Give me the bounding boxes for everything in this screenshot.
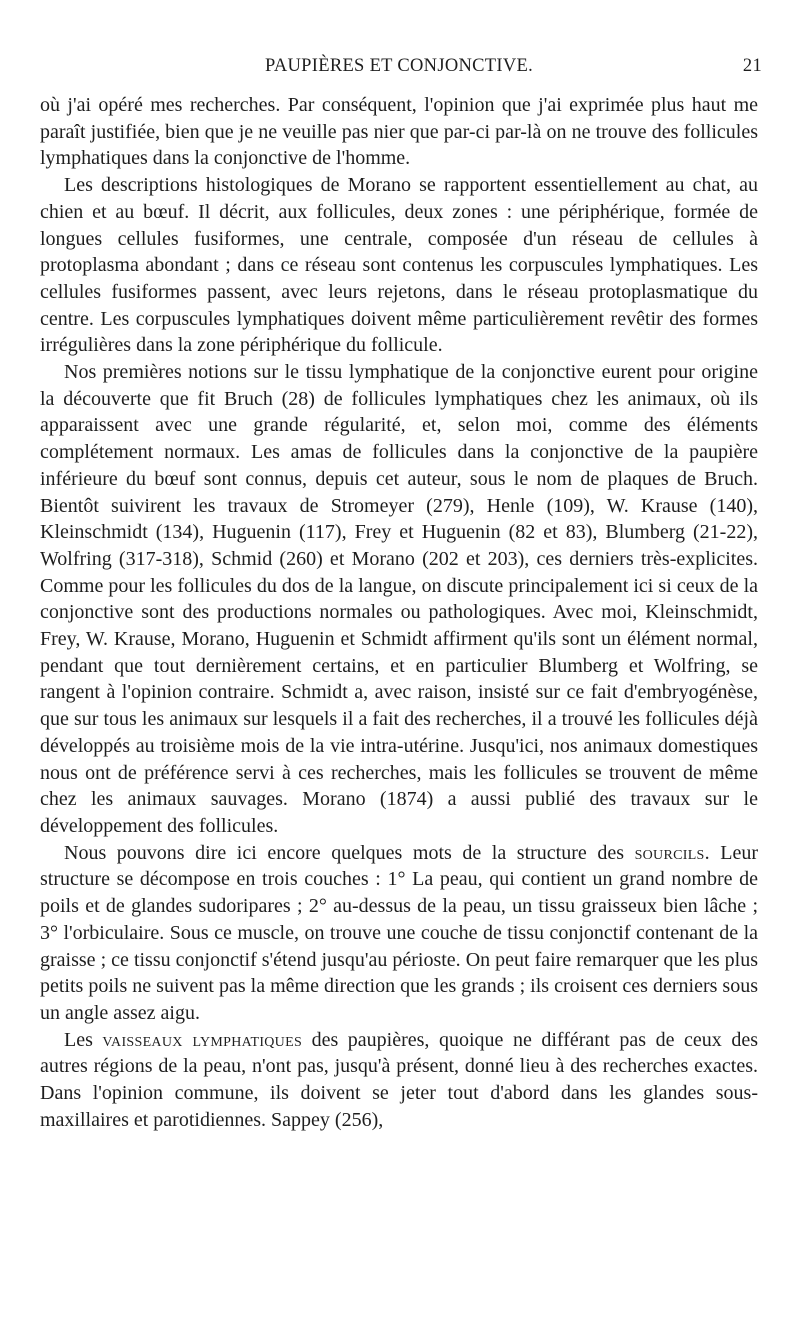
paragraph: [40, 359, 758, 840]
paragraph-text: des paupières, quoique ne différant pas de ceux des autres régions de la peau, n'ont pas, jusqu'à présent, donné lieu à des recherches exactes. Dans l'opinion commune, ils doivent se jeter tout d'abord dans les glandes sous-maxillaires et parotidiennes. Sappey (256),: [40, 1028, 758, 1131]
paragraph: [40, 1027, 758, 1134]
paragraph-text: Les descriptions histologiques de Morano se rapportent essentiellement au chat, au chien et au bœuf. Il décrit, aux follicules, deux zones : une périphérique, formée de longues cellules fusiformes, une centrale, composée d'un réseau de cellules à protoplasma abondant ; dans ce réseau sont contenus les corpuscules lymphatiques. Les cellules fusiformes passent, avec leurs rejetons, dans le réseau protoplasmatique du centre. Les corpuscules lymphatiques doivent même particulièrement revêtir des formes irrégulières dans la zone périphérique du follicule.: [40, 174, 758, 357]
paragraph-text: Nous pouvons dire ici encore quelques mots de la structure des: [64, 841, 635, 864]
small-caps-term: vaisseaux lymphatiques: [102, 1028, 303, 1051]
book-page: [40, 56, 762, 1133]
small-caps-term: sourcils: [634, 841, 705, 864]
paragraph: [40, 172, 758, 359]
paragraph-text: où j'ai opéré mes recherches. Par conséquent, l'opinion que j'ai exprimée plus haut me paraît justifiée, bien que je ne veuille pas nier que par-ci par-là on ne trouve des follicules lymphatiques dans la conjonctive de l'homme.: [40, 94, 758, 170]
paragraph-text: . Leur structure se décompose en trois couches : 1° La peau, qui contient un grand nombre de poils et de glandes sudoripares ; 2° au-dessus de la peau, un tissu graisseux bien lâche ; 3° l'orbiculaire. Sous ce muscle, on trouve une couche de tissu conjonctif contenant de la graisse ; ce tissu conjonctif s'étend jusqu'au périoste. On peut faire remarquer que les plus petits poils ne suivent pas la même direction que les grands ; ils croisent ces derniers sous un angle assez aigu.: [40, 841, 758, 1024]
body-text: [40, 92, 758, 1133]
paragraph-text: Nos premières notions sur le tissu lymphatique de la conjonctive eurent pour origine la découverte que fit Bruch (28) de follicules lymphatiques chez les animaux, où ils apparaissent avec une grande régularité, et, selon moi, comme des éléments complétement normaux. Les amas de follicules dans la conjonctive de la paupière inférieure du bœuf sont connus, depuis cet auteur, sous le nom de plaques de Bruch. Bientôt suivirent les travaux de Stromeyer (279), Henle (109), W. Krause (140), Kleinschmidt (134), Huguenin (117), Frey et Huguenin (82 et 83), Blumberg (21-22), Wolfring (317-318), Schmid (260) et Morano (202 et 203), ces derniers très-explicites. Comme pour les follicules du dos de la langue, on discute principalement ici si ceux de la conjonctive sont des productions normales ou pathologiques. Avec moi, Kleinschmidt, Frey, W. Krause, Morano, Huguenin et Schmidt affirment qu'ils sont un élément normal, pendant que tout dernièrement certains, et en particulier Blumberg et Wolfring, se rangent à l'opinion contraire. Schmidt a, avec raison, insisté sur ce fait d'embryogénèse, que sur tous les animaux sur lesquels il a fait des recherches, il a trouvé les follicules déjà développés au troisième mois de la vie intra-utérine. Jusqu'ici, nos animaux domestiques nous ont de préférence servi à ces recherches, mais les follicules se trouvent de même chez les animaux sauvages. Morano (1874) a aussi publié des travaux sur le développement des follicules.: [40, 361, 758, 837]
running-header: [40, 56, 762, 86]
paragraph: [40, 840, 758, 1027]
running-title: PAUPIÈRES ET CONJONCTIVE.: [264, 56, 534, 76]
page-number: 21: [742, 56, 762, 76]
paragraph-text: Les: [64, 1028, 103, 1051]
paragraph: [40, 92, 758, 172]
